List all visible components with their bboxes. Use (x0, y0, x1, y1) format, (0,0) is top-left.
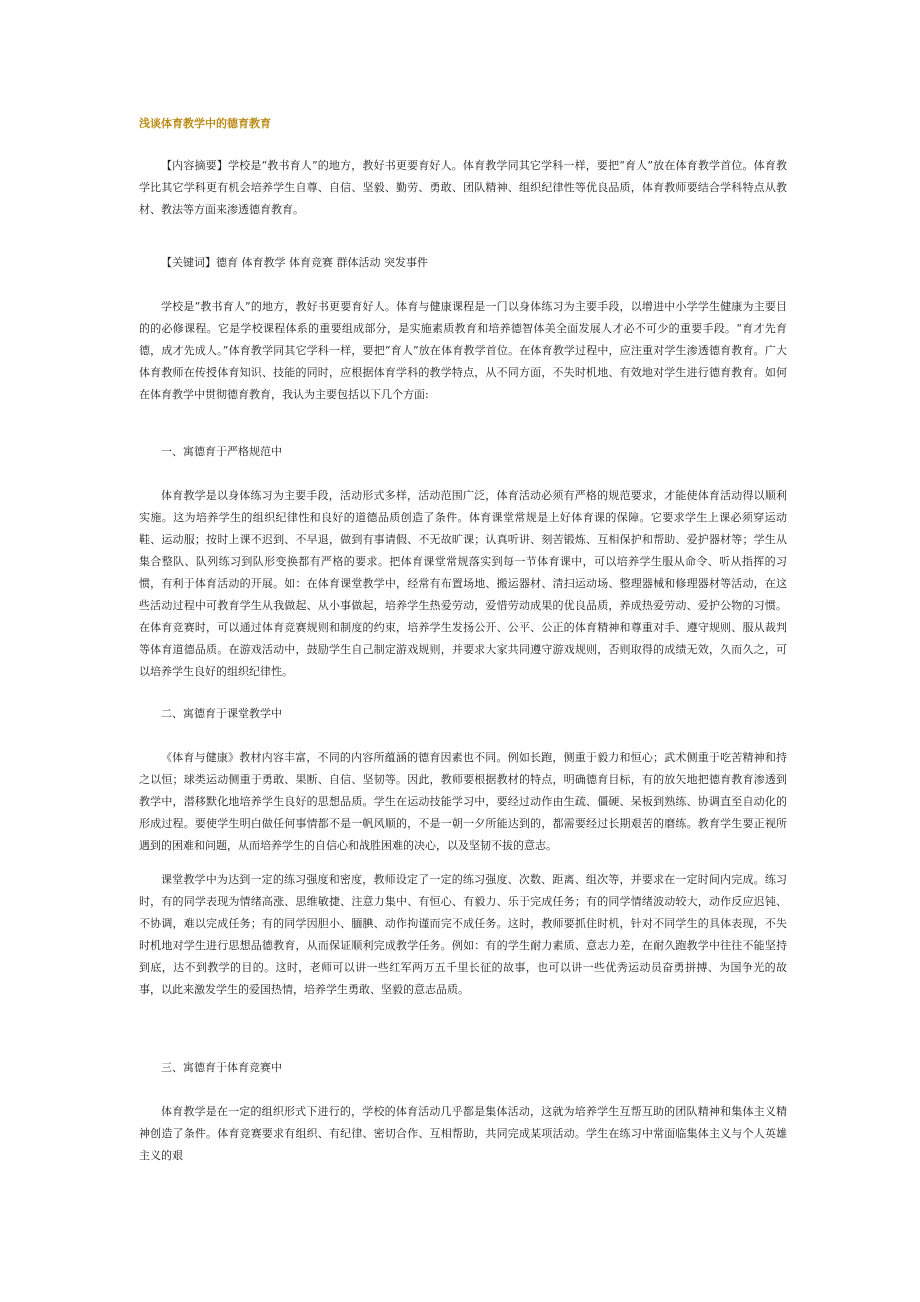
section-2-paragraph-2: 课堂教学中为达到一定的练习强度和密度，教师设定了一定的练习强度、次数、距离、组次等，并要求在一定时间内完成。练习时，有的同学表现为情绪高涨、思维敏捷、注意力集中、有恒心、有毅力、乐于完成任务；有的同学情绪波动较大，动作反应迟钝、不协调，难以完成任务；有的同学因胆小、腼腆、动作拘谨而完不成任务。这时，教师要抓住时机，针对不同学生的具体表现，不失时机地对学生进行思想品德教育，从而保证顺利完成教学任务。例如：有的学生耐力素质、意志力差，在耐久跑教学中往往不能坚持到底，达不到教学的目的。这时，老师可以讲一些红军两万五千里长征的故事，也可以讲一些优秀运动员奋勇拼搏、为国争光的故事，以此来激发学生的爱国热情，培养学生勇敢、坚毅的意志品质。 (139, 873, 787, 996)
summary-paragraph: 【内容摘要】学校是“教书育人”的地方，教好书更要育好人。体育教学同其它学科一样，要把“育人”放在体育教学首位。体育教学比其它学科更有机会培养学生自尊、自信、坚毅、勤劳、勇敢、团队精神、组织纪律性等优良品质，体育教师要结合学科特点从教材、教法等方面来渗透德育教育。 (139, 159, 787, 216)
section-heading-2: 二、寓德育于课堂教学中 (161, 707, 282, 720)
section-heading-1: 一、寓德育于严格规范中 (161, 445, 282, 458)
section-1-paragraph: 体育教学是以身体练习为主要手段，活动形式多样，活动范围广泛，体育活动必须有严格的规范要求，才能使体育活动得以顺利实施。这为培养学生的组织纪律性和良好的道德品质创造了条件。体育课堂常规是上好体育课的保障。它要求学生上课必须穿运动鞋、运动服；按时上课不迟到、不早退，做到有事请假、不无故旷课；认真听讲、刻苦锻炼、互相保护和帮助、爱护器材等；学生从集合整队、队列练习到队形变换都有严格的要求。把体育课堂常规落实到每一节体育课中，可以培养学生服从命令、听从指挥的习惯，有利于体育活动的开展。如：在体育课堂教学中，经常有布置场地、搬运器材、清扫运动场、整理器械和修理器材等活动，在这些活动过程中可教育学生从我做起、从小事做起，培养学生热爱劳动，爱惜劳动成果的优良品质，养成热爱劳动、爱护公物的习惯。在体育竞赛时，可以通过体育竞赛规则和制度的约束，培养学生发扬公开、公平、公正的体育精神和尊重对手、遵守规则、服从裁判等体育道德品质。在游戏活动中，鼓励学生自己制定游戏规则，并要求大家共同遵守游戏规则，否则取得的成绩无效，久而久之，可以培养学生良好的组织纪律性。 (139, 489, 787, 678)
section-2-paragraph-1: 《体育与健康》教材内容丰富，不同的内容所蕴涵的德育因素也不同。例如长跑，侧重于毅力和恒心；武术侧重于吃苦精神和持之以恒；球类运动侧重于勇敢、果断、自信、坚韧等。因此，教师要根据教材的特点，明确德育目标，有的放矢地把德育教育渗透到教学中，潜移默化地培养学生良好的思想品质。学生在运动技能学习中，要经过动作由生疏、僵硬、呆板到熟练、协调直至自动化的形成过程。要使学生明白做任何事情都不是一帆风顺的，不是一朝一夕所能达到的，都需要经过长期艰苦的磨练。教育学生要正视所遇到的困难和问题，从而培养学生的自信心和战胜困难的决心，以及坚韧不拔的意志。 (139, 751, 787, 852)
section-heading-3: 三、寓德育于体育竞赛中 (161, 1061, 282, 1074)
keywords-paragraph: 【关键词】德育 体育教学 体育竞赛 群体活动 突发事件 (161, 256, 428, 269)
intro-paragraph: 学校是“教书育人”的地方，教好书更要育好人。体育与健康课程是一门以身体练习为主要手段，以增进中小学学生健康为主要目的的必修课程。它是学校课程体系的重要组成部分，是实施素质教育和培养德智体美全面发展人才必不可少的重要手段。“育才先育德，成才先成人。”体育教学同其它学科一样，要把“育人”放在体育教学首位。在体育教学过程中，应注重对学生渗透德育教育。广大体育教师在传授体育知识、技能的同时，应根据体育学科的教学特点，从不同方面，不失时机地、有效地对学生进行德育教育。如何在体育教学中贯彻德育教育，我认为主要包括以下几个方面: (139, 300, 787, 401)
section-3-paragraph: 体育教学是在一定的组织形式下进行的，学校的体育活动几乎都是集体活动，这就为培养学生互帮互助的团队精神和集体主义精神创造了条件。体育竞赛要求有组织、有纪律、密切合作、互相帮助，共同完成某项活动。学生在练习中常面临集体主义与个人英雄主义的艰 (139, 1105, 787, 1162)
article-title: 浅谈体育教学中的德育教育 (139, 117, 271, 130)
